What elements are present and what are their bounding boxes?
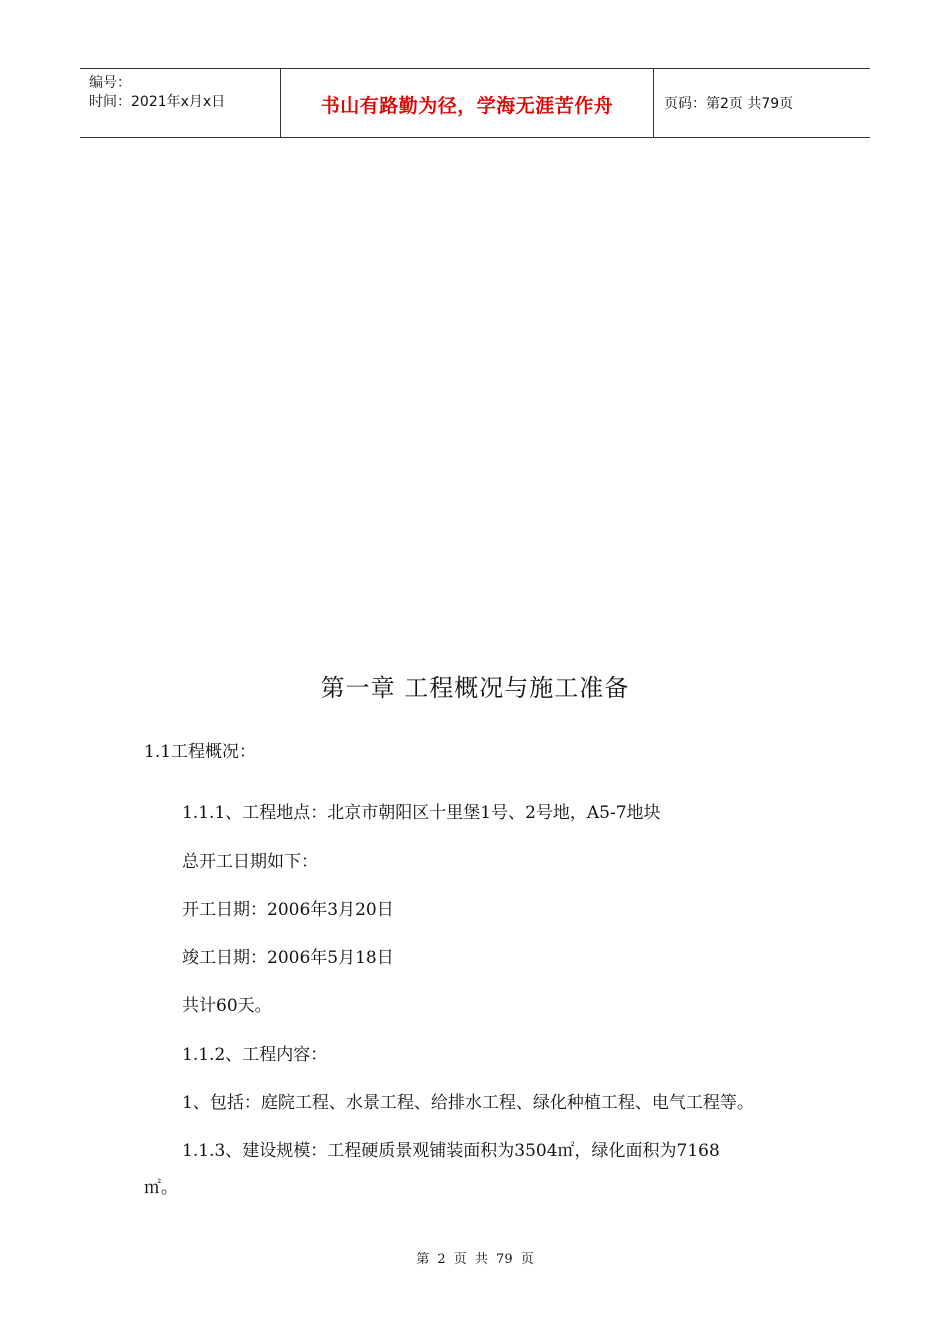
paragraph: 1.1.1、工程地点：北京市朝阳区十里堡1号、2号地，A5-7地块 (182, 803, 661, 823)
header-page-info: 页码：第2页 共79页 (664, 96, 794, 112)
header-motto-cell (281, 69, 654, 137)
paragraph: 总开工日期如下： (182, 852, 318, 872)
section-heading: 1.1工程概况： (144, 742, 257, 762)
document-number-label: 编号： (89, 75, 131, 91)
document-date: 时间：2021年x月x日 (89, 94, 226, 110)
header-page-cell (654, 69, 870, 137)
page-footer: 第 2 页 共 79 页 (416, 1252, 534, 1267)
header-motto: 书山有路勤为径，学海无涯苦作舟 (320, 95, 614, 117)
paragraph: 开工日期：2006年3月20日 (182, 900, 394, 920)
page-header-table (80, 68, 870, 138)
chapter-title: 第一章 工程概况与施工准备 (320, 674, 630, 702)
paragraph: 1.1.3、建设规模：工程硬质景观铺装面积为3504㎡，绿化面积为7168 (182, 1141, 720, 1161)
paragraph: ㎡。 (144, 1178, 178, 1198)
header-info-cell (80, 69, 281, 137)
paragraph: 1.1.2、工程内容： (182, 1045, 328, 1065)
paragraph: 竣工日期：2006年5月18日 (182, 948, 394, 968)
paragraph: 1、包括：庭院工程、水景工程、给排水工程、绿化种植工程、电气工程等。 (182, 1093, 754, 1113)
paragraph: 共计60天。 (182, 996, 272, 1016)
